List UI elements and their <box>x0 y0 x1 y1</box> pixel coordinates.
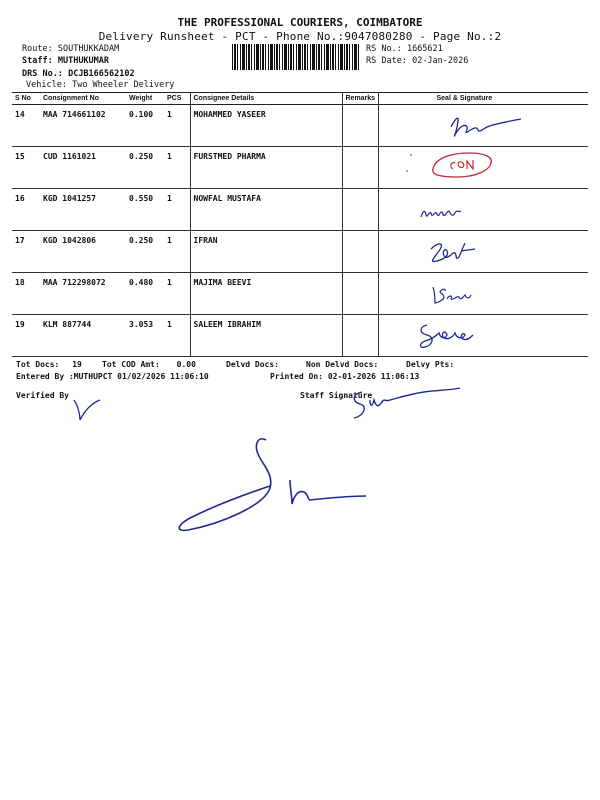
cell-pcs: 1 <box>164 105 190 147</box>
runsheet-title: Delivery Runsheet - PCT - Phone No.:9047080280 - Page No.:2 <box>98 30 502 43</box>
cell-consignment: KLM 887744 <box>40 315 126 357</box>
table-row <box>12 189 588 231</box>
cell-remarks <box>342 147 378 189</box>
stamp-mark <box>379 147 589 189</box>
cell-signature <box>378 315 588 357</box>
drs-line <box>22 69 135 79</box>
cell-sno: 17 <box>12 231 40 273</box>
cell-sno: 14 <box>12 105 40 147</box>
cell-signature <box>378 147 588 189</box>
cell-weight: 3.053 <box>126 315 164 357</box>
cell-consignment: MAA 714661102 <box>40 105 126 147</box>
signature-mark <box>379 315 589 357</box>
tot-docs <box>16 360 82 369</box>
table-row <box>12 231 588 273</box>
delvy-pts: Delvy Pts: <box>406 360 455 369</box>
table-row <box>12 273 588 315</box>
cell-consignee: SALEEM IBRAHIM <box>190 315 342 357</box>
cell-pcs: 1 <box>164 273 190 315</box>
staff-label: Staff: <box>22 56 53 66</box>
cell-weight: 0.100 <box>126 105 164 147</box>
cell-signature <box>378 231 588 273</box>
cell-pcs: 1 <box>164 315 190 357</box>
cell-consignment: MAA 712298072 <box>40 273 126 315</box>
route-label: Route: <box>22 44 53 54</box>
vehicle-value: Two Wheeler Delivery <box>72 80 175 90</box>
route-value: SOUTHUKKADAM <box>57 44 120 54</box>
col-sno: S No <box>12 93 40 105</box>
printed-on-label: Printed On: <box>270 372 323 381</box>
signature-mark <box>379 231 589 273</box>
company-title: THE PROFESSIONAL COURIERS, COIMBATORE <box>177 16 423 29</box>
cell-weight: 0.480 <box>126 273 164 315</box>
non-delvd-docs: Non Delvd Docs: <box>306 360 379 369</box>
cell-consignee: FURSTMED PHARMA <box>190 147 342 189</box>
col-consignee: Consignee Details <box>190 93 342 105</box>
staff-value: MUTHUKUMAR <box>57 56 110 66</box>
cell-consignment: KGD 1042806 <box>40 231 126 273</box>
cell-remarks <box>342 315 378 357</box>
entered-by-label: Entered By : <box>16 372 74 381</box>
cell-signature <box>378 189 588 231</box>
table-row <box>12 105 588 147</box>
cell-remarks <box>342 273 378 315</box>
verified-signature <box>70 388 110 428</box>
col-remarks: Remarks <box>342 93 378 105</box>
verified-by-label: Verified By <box>16 391 69 400</box>
cell-pcs: 1 <box>164 147 190 189</box>
cell-weight: 0.550 <box>126 189 164 231</box>
cell-pcs: 1 <box>164 231 190 273</box>
staff-line <box>22 56 109 66</box>
cell-remarks <box>342 231 378 273</box>
rs-date-line <box>366 56 468 66</box>
rs-date-value: 02-Jan-2026 <box>412 56 469 66</box>
cell-consignee: NOWFAL MUSTAFA <box>190 189 342 231</box>
route-line <box>22 44 119 54</box>
drs-value: DCJB166562102 <box>68 69 135 79</box>
tot-docs-label: Tot Docs: <box>16 360 60 369</box>
cell-sno: 19 <box>12 315 40 357</box>
tot-cod <box>102 360 196 369</box>
drs-label: DRS No.: <box>22 69 63 79</box>
table-row <box>12 315 588 357</box>
entered-by <box>16 372 209 381</box>
rs-date-label: RS Date: <box>366 56 407 66</box>
cell-weight: 0.250 <box>126 147 164 189</box>
cell-signature <box>378 273 588 315</box>
vehicle-line <box>26 80 174 90</box>
runsheet-table <box>12 92 588 357</box>
cell-pcs: 1 <box>164 189 190 231</box>
delvd-docs: Delvd Docs: <box>226 360 279 369</box>
cell-sno: 16 <box>12 189 40 231</box>
cell-remarks <box>342 105 378 147</box>
col-signature: Seal & Signature <box>378 93 588 105</box>
col-consignment: Consignment No <box>40 93 126 105</box>
cell-sno: 15 <box>12 147 40 189</box>
staff-signature <box>348 384 468 428</box>
printed-on <box>270 372 419 381</box>
staff-signature-label: Staff Signature <box>300 391 373 400</box>
table-header-row <box>12 93 588 105</box>
rs-no-line <box>366 44 443 54</box>
cell-consignee: MOHAMMED YASEER <box>190 105 342 147</box>
cell-sno: 18 <box>12 273 40 315</box>
entered-by-value: MUTHUPCT 01/02/2026 11:06:10 <box>73 372 209 381</box>
col-pcs: PCS <box>164 93 190 105</box>
cell-consignee: MAJIMA BEEVI <box>190 273 342 315</box>
signature-mark <box>379 189 589 231</box>
cell-consignment: KGD 1041257 <box>40 189 126 231</box>
cell-consignee: IFRAN <box>190 231 342 273</box>
table-row <box>12 147 588 189</box>
tot-cod-label: Tot COD Amt: <box>102 360 160 369</box>
large-signature <box>170 430 370 540</box>
printed-on-value: 02-01-2026 11:06:13 <box>327 372 420 381</box>
tot-docs-value: 19 <box>72 360 82 369</box>
vehicle-label: Vehicle: <box>26 80 67 90</box>
cell-weight: 0.250 <box>126 231 164 273</box>
rs-no-value: 1665621 <box>406 44 443 54</box>
cell-remarks <box>342 189 378 231</box>
rs-no-label: RS No.: <box>366 44 402 54</box>
barcode <box>232 44 360 70</box>
tot-cod-value: 0.00 <box>176 360 196 369</box>
signature-mark <box>379 105 589 147</box>
signature-mark <box>379 273 589 315</box>
cell-consignment: CUD 1161021 <box>40 147 126 189</box>
col-weight: Weight <box>126 93 164 105</box>
cell-signature <box>378 105 588 147</box>
